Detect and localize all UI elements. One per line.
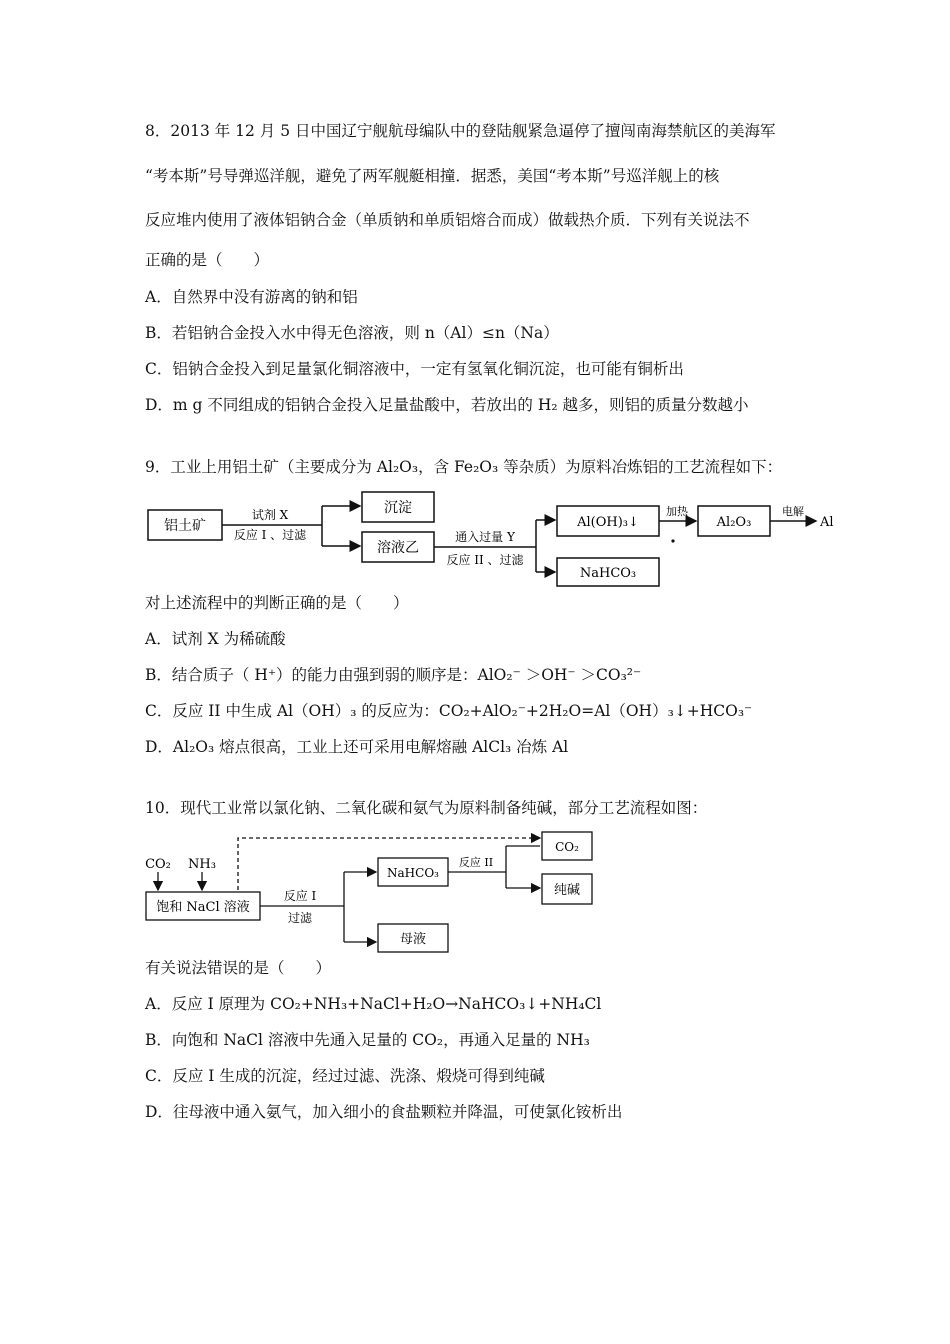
q10-input-nh3: NH₃: [188, 857, 216, 872]
q8-stem-line-4: 正确的是（ ）: [145, 251, 270, 269]
q9-solution-label: 溶液乙: [377, 540, 419, 556]
q9-option-b: B．结合质子（ H⁺）的能力由强到弱的顺序是：AlO₂⁻ ＞OH⁻ ＞CO₃²⁻: [145, 666, 642, 684]
q9-raw-label: 铝土矿: [164, 518, 206, 534]
q8-stem-line-1: 8．2013 年 12 月 5 日中国辽宁舰航母编队中的登陆舰紧急逼停了擅闯南海禁航区的美海军: [145, 122, 776, 140]
q10-option-c: C．反应 I 生成的沉淀，经过过滤、洗涤、煅烧可得到纯碱: [145, 1067, 545, 1085]
q9-stem: 9．工业上用铝土矿（主要成分为 Al₂O₃，含 Fe₂O₃ 等杂质）为原料冶炼铝的工艺流程如下：: [145, 458, 783, 476]
q9-oxide-label: Al₂O₃: [716, 515, 752, 530]
q9-final-label: Al: [820, 515, 834, 530]
q10-out-soda-label: 纯碱: [553, 883, 581, 898]
q9-product1-label: Al(OH)₃↓: [577, 515, 639, 530]
q9-step1-bottom: 反应 I 、过滤: [233, 528, 307, 542]
q8-option-a: A．自然界中没有游离的钠和铝: [145, 288, 358, 306]
q10-step1-bottom: 过滤: [287, 911, 313, 925]
q8-stem-line-3: 反应堆内使用了液体铝钠合金（单质钠和单质铝熔合而成）做载热介质．下列有关说法不: [145, 211, 750, 229]
q8-option-b: B．若铝钠合金投入水中得无色溶液，则 n（Al）≤n（Na）: [145, 324, 559, 342]
q10-question: 有关说法错误的是（ ）: [145, 959, 332, 977]
q10-option-a: A．反应 I 原理为 CO₂+NH₃+NaCl+H₂O→NaHCO₃↓+NH₄Cl: [145, 995, 602, 1013]
q9-product2-label: NaHCO₃: [579, 566, 637, 581]
q10-step1-top: 反应 I: [283, 889, 317, 903]
q9-question: 对上述流程中的判断正确的是（ ）: [145, 594, 409, 612]
q9-option-d: D．Al₂O₃ 熔点很高，工业上还可采用电解熔融 AlCl₃ 冶炼 Al: [145, 738, 569, 756]
q9-heat-label: 加热: [666, 505, 688, 518]
q8-option-c: C．铝钠合金投入到足量氯化铜溶液中，一定有氢氧化铜沉淀，也可能有铜析出: [145, 360, 684, 378]
q10-out-co2-label: CO₂: [555, 840, 579, 854]
q9-electrolysis-label: 电解: [782, 505, 804, 518]
q10-stem: 10．现代工业常以氯化钠、二氧化碳和氨气为原料制备纯碱，部分工艺流程如图：: [145, 799, 708, 817]
q9-precipitate-label: 沉淀: [384, 500, 412, 516]
q10-input-co2: CO₂: [145, 857, 171, 872]
q10-option-b: B．向饱和 NaCl 溶液中先通入足量的 CO₂，再通入足量的 NH₃: [145, 1031, 590, 1049]
q9-step2-top: 通入过量 Y: [455, 530, 515, 544]
q8-stem-line-2: “考本斯”号导弹巡洋舰，避免了两军舰艇相撞．据悉，美国“考本斯”号巡洋舰上的核: [145, 167, 720, 185]
q10-option-d: D．往母液中通入氨气，加入细小的食盐颗粒并降温，可使氯化铵析出: [145, 1103, 623, 1121]
q9-flow-diagram: [140, 486, 840, 592]
q10-solid-label: NaHCO₃: [387, 866, 439, 880]
q10-step2-label: 反应 II: [458, 856, 494, 869]
q9-step1-top: 试剂 X: [251, 508, 289, 522]
q10-start-label: 饱和 NaCl 溶液: [156, 900, 250, 915]
q10-flow-diagram: [140, 828, 610, 958]
q8-option-d: D．m g 不同组成的铝钠合金投入足量盐酸中，若放出的 H₂ 越多，则铝的质量分数越小: [145, 396, 749, 414]
q9-option-c: C．反应 II 中生成 Al（OH）₃ 的反应为：CO₂+AlO₂⁻+2H₂O=Al（OH）₃↓+HCO₃⁻: [145, 702, 753, 720]
q9-step2-bottom: 反应 II 、过滤: [446, 553, 524, 567]
q9-option-a: A．试剂 X 为稀硫酸: [145, 630, 286, 648]
q10-liquor-label: 母液: [399, 932, 427, 947]
